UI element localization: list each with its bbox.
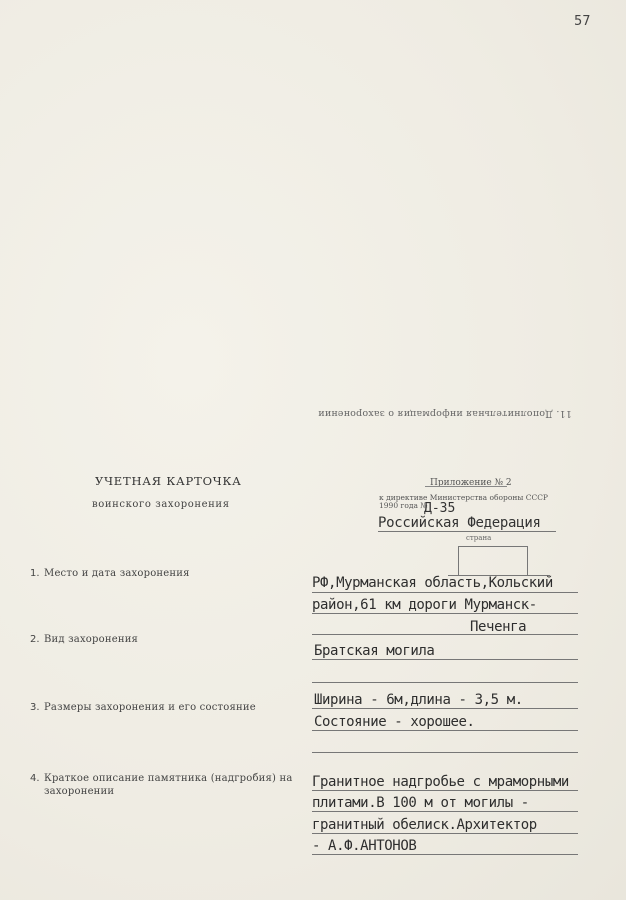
field-2-number: 2. [30,634,40,645]
directive-line-2: 1990 года № [379,501,428,510]
page-number: 57 [574,14,591,29]
field-1-rule-2 [312,613,578,614]
field-4-rule-4 [312,854,578,855]
field-4-label-line-2: захоронении [44,786,115,797]
card-title: УЧЕТНАЯ КАРТОЧКА [95,474,242,488]
country-label: страна [466,534,492,542]
field-4-rule-1 [312,790,578,791]
field-4-rule-2 [312,811,578,812]
field-4-line-1: Гранитное надгробье с мраморными [312,774,569,790]
field-1-rule-3 [312,634,578,635]
field-2-rule-1 [312,659,578,660]
field-3-line-2: Состояние - хорошее. [314,714,475,730]
field-4-line-3: гранитный обелиск.Архитектор [312,817,537,833]
field-3-line-1: Ширина - 6м,длина - 3,5 м. [314,692,523,708]
field-3-label: Размеры захоронения и его состояние [44,702,256,713]
field-1-label: Место и дата захоронения [44,568,190,579]
field-1-line-3: Печенга [470,619,527,635]
card-subtitle: воинского захоронения [92,499,230,510]
field-4-number: 4. [30,773,40,784]
field-3-rule-1 [312,708,578,709]
code-box [458,546,528,576]
appendix-label: Приложение № 2 [430,478,512,488]
field-2-rule-2 [312,682,578,683]
field-1-line-1: РФ,Мурманская область,Кольский [312,575,553,591]
country-underline [378,531,556,532]
field-4-rule-3 [312,833,578,834]
field-3-rule-2 [312,730,578,731]
field-1-line-2: район,61 км дороги Мурманск- [312,597,537,613]
field-2-label: Вид захоронения [44,634,139,645]
appendix-underline [425,486,507,487]
field-1-number: 1. [30,568,40,579]
field-4-line-4: - А.Ф.АНТОНОВ [312,838,417,854]
directive-line-1: к директиве Министерства обороны СССР [379,493,548,502]
field-2-line-1: Братская могила [314,643,435,659]
field-4-label-line-1: Краткое описание памятника (надгробия) на [44,773,293,784]
field-3-rule-3 [312,752,578,753]
field-1-rule-1 [312,592,578,593]
field-4-line-2: плитами.В 100 м от могилы - [312,795,529,811]
mirrored-bleedthrough-heading: 11. Дополнительная информация о захоронении [318,408,572,419]
field-3-number: 3. [30,702,40,713]
country-value: Российская Федерация [378,515,541,531]
directive-number: Д-35 [424,501,456,516]
